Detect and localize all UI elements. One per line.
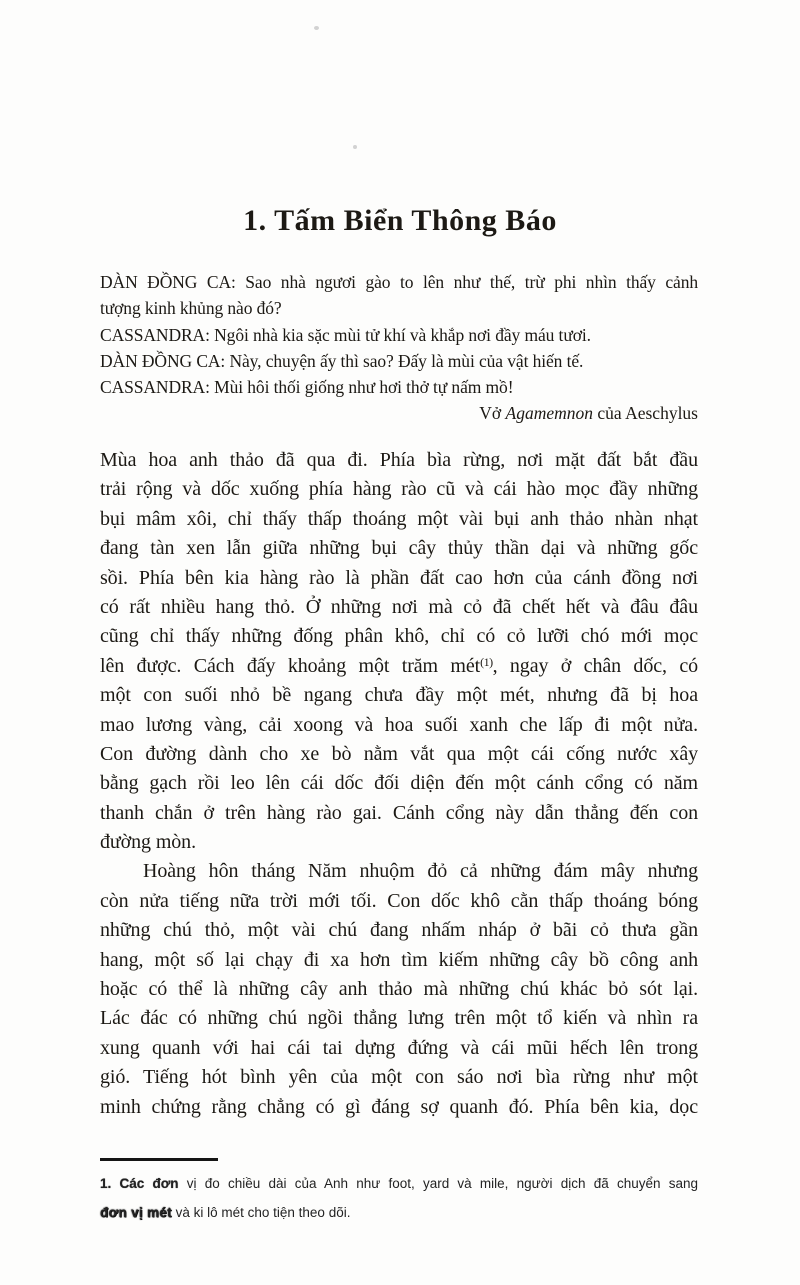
body-line: Lác đác có những chú ngồi thẳng lưng trên một tổ kiến và nhìn ra — [100, 1007, 698, 1030]
footnote-marker: 1. Các đơn — [100, 1176, 179, 1191]
epigraph-line: CASSANDRA: Ngôi nhà kia sặc mùi tử khí và khắp nơi đầy máu tươi. — [100, 324, 591, 345]
epigraph-line: DÀN ĐỒNG CA: Này, chuyện ấy thì sao? Đấy là mùi của vật hiến tế. — [100, 350, 584, 371]
body-line: bằng gạch rồi leo lên cái dốc đối diện đến một cánh cổng có năm — [100, 772, 698, 795]
footnote — [100, 1158, 698, 1227]
body-line: cũng chỉ thấy những đống phân khô, chỉ có cỏ lưỡi chó mới mọc — [100, 625, 698, 648]
body-line: gió. Tiếng hót bình yên của một con sáo nơi bìa rừng như một — [100, 1066, 698, 1089]
footnote-text: và ki lô mét cho tiện theo dõi. — [171, 1204, 351, 1220]
body-paragraph-1 — [100, 446, 698, 857]
chapter-title: 1. Tấm Biển Thông Báo — [243, 204, 557, 238]
epigraph-attribution — [100, 400, 698, 426]
body-line: hoặc có thể là những cây anh thảo mà những chú khác bỏ sót lại. — [100, 978, 698, 1001]
body-line: Hoàng hôn tháng Năm nhuộm đỏ cả những đám mây nhưng — [143, 860, 698, 883]
body-line: hang, một số lại chạy đi xa hơn tìm kiếm những cây bồ công anh — [100, 948, 698, 971]
footnote-text: vị đo chiều dài của Anh như foot, yard và mile, người dịch đã chuyển sang — [178, 1176, 698, 1191]
footnote-line — [100, 1199, 698, 1228]
footnote-smudged-text: đơn vị mét — [100, 1204, 172, 1220]
attribution-prefix: Vở — [479, 403, 506, 424]
epigraph-line: DÀN ĐỒNG CA: Sao nhà ngươi gào to lên như thế, trừ phi nhìn thấy cảnh — [100, 272, 698, 292]
body-line: một con suối nhỏ bề ngang chưa đầy một mét, nhưng đã bị hoa — [100, 684, 698, 707]
footnote-line — [100, 1170, 698, 1199]
body-line: còn nửa tiếng nữa trời mới tối. Con dốc khô cằn thấp thoáng bóng — [100, 889, 698, 912]
body-line: minh chứng rằng chẳng có gì đáng sợ quanh đó. Phía bên kia, dọc — [100, 1095, 698, 1118]
body-line: bụi mâm xôi, chỉ thấy thấp thoáng một vài bụi anh thảo nhàn nhạt — [100, 507, 698, 530]
attribution-suffix: của Aeschylus — [593, 403, 698, 424]
body-line-text: , ngay ở chân dốc, có — [492, 654, 698, 677]
body-line: những chú thỏ, một vài chú đang nhấm nháp ở bãi cỏ thưa gần — [100, 919, 698, 942]
epigraph-line: tượng kinh khủng nào đó? — [100, 298, 282, 319]
body-line: sồi. Phía bên kia hàng rào là phần đất cao hơn của cánh đồng nơi — [100, 566, 698, 589]
scan-speck — [353, 145, 357, 149]
body-line: có rất nhiều hang thỏ. Ở những nơi mà cỏ đã chết hết và đâu đâu — [100, 595, 698, 618]
epigraph-work-title: Agamemnon — [505, 403, 594, 424]
body-line: mao lương vàng, cải xoong và hoa suối xanh che lấp đi một nửa. — [100, 713, 698, 736]
body-line: đang tàn xen lẫn giữa những bụi cây thủy thần dại và những gốc — [100, 537, 698, 560]
footnote-rule — [100, 1158, 218, 1161]
body-paragraph-2 — [100, 857, 698, 1122]
epigraph-line: CASSANDRA: Mùi hôi thối giống như hơi thở tự nấm mồ! — [100, 377, 514, 398]
scan-speck — [314, 26, 319, 30]
body-line — [100, 652, 698, 681]
epigraph — [100, 269, 698, 427]
body-line: trải rộng và dốc xuống phía hàng rào cũ và cái hào mọc đầy những — [100, 478, 698, 501]
body-line-text: lên được. Cách đấy khoảng một trăm mét — [100, 654, 481, 677]
body-line: xung quanh với hai cái tai dựng đứng và cái mũi hếch lên trong — [100, 1036, 698, 1059]
body-text — [100, 446, 698, 1122]
body-line: đường mòn. — [100, 831, 196, 854]
footnote-superscript: (1) — [480, 654, 493, 669]
body-line: Con đường dành cho xe bò nằm vắt qua một cái cống nước xây — [100, 742, 698, 765]
body-line: thanh chắn ở trên hàng rào gai. Cánh cổng này dẫn thẳng đến con — [100, 801, 698, 824]
body-line: Mùa hoa anh thảo đã qua đi. Phía bìa rừng, nơi mặt đất bắt đầu — [100, 449, 698, 471]
